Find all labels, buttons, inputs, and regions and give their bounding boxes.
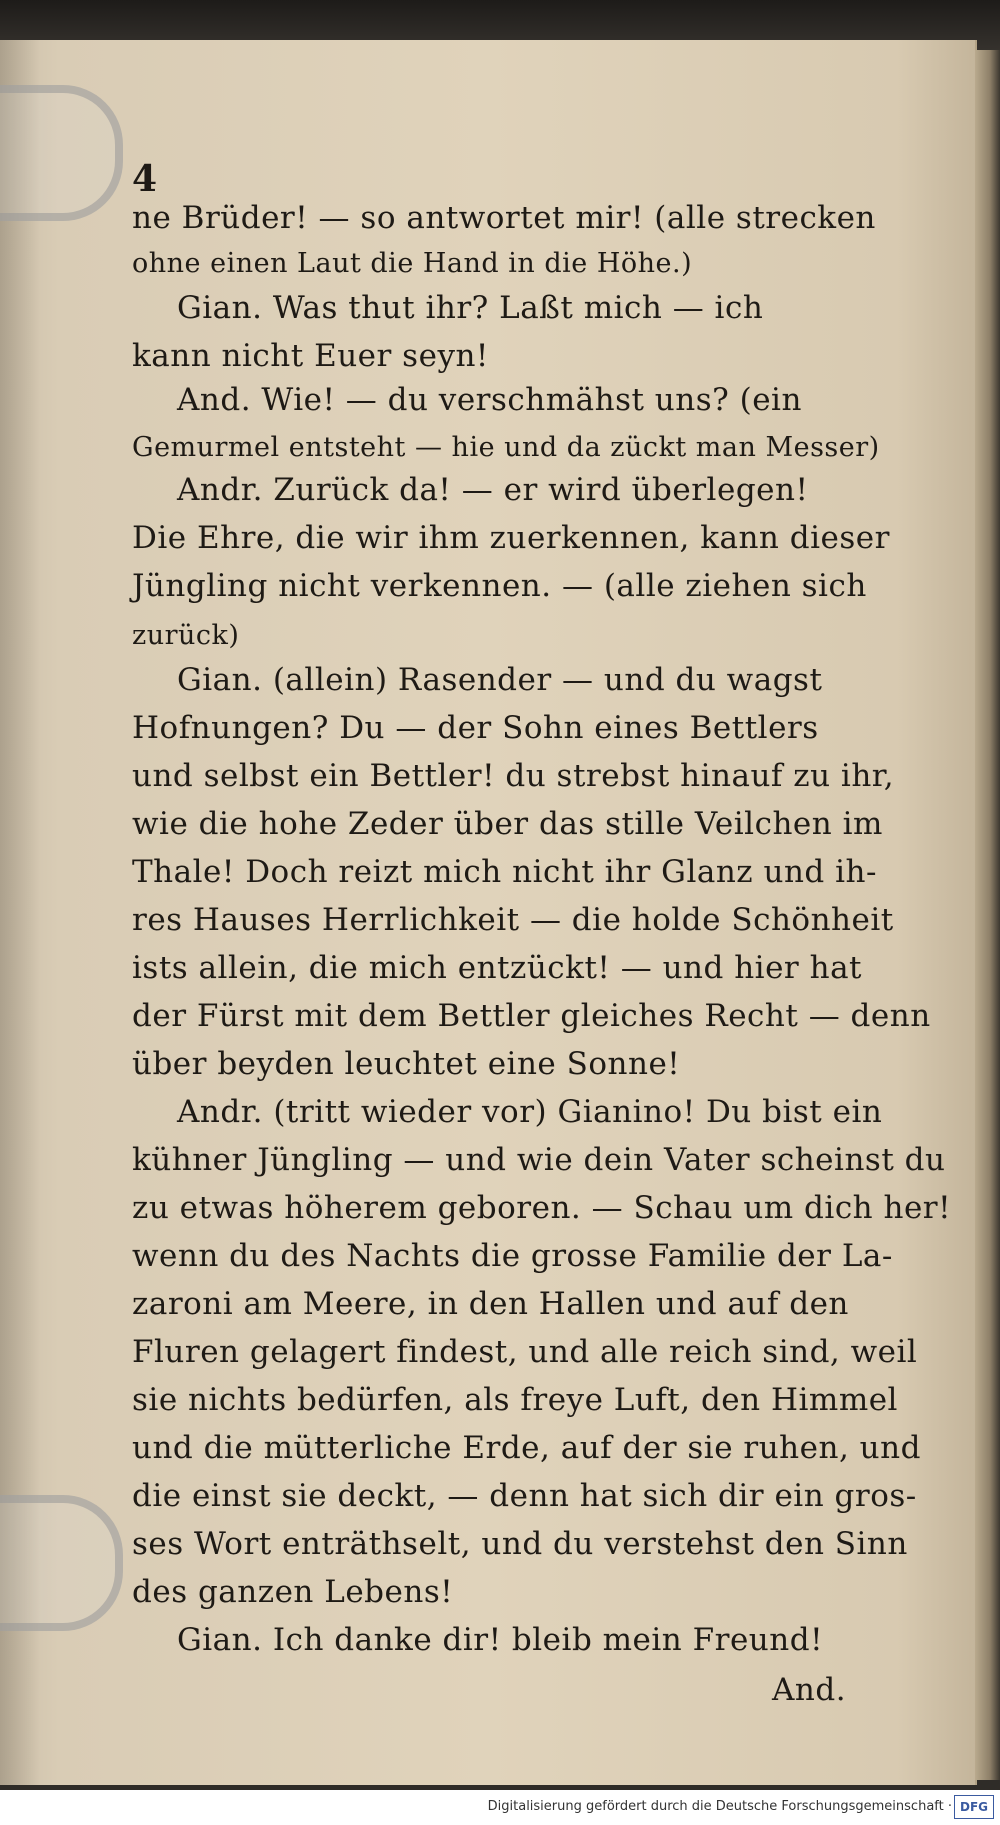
text-line: ses Wort enträthselt, und du verstehst den Sinn [132, 1526, 908, 1562]
text-line: Gemurmel entsteht — hie und da zückt man Messer) [132, 432, 880, 463]
text-line: zurück) [132, 620, 240, 651]
text-line: sie nichts bedürfen, als freye Luft, den Himmel [132, 1382, 898, 1418]
text-line: Die Ehre, die wir ihm zuerkennen, kann dieser [132, 520, 890, 556]
text-line: die einst sie deckt, — denn hat sich dir ein gros- [132, 1478, 917, 1514]
text-line: Gian. Ich danke dir! bleib mein Freund! [177, 1622, 824, 1658]
text-line: Hofnungen? Du — der Sohn eines Bettlers [132, 710, 819, 746]
dfg-logo-icon: DFG [954, 1795, 994, 1819]
page-edge [975, 50, 1000, 1780]
text-line: Thale! Doch reizt mich nicht ihr Glanz und ih- [132, 854, 877, 890]
page-number: 4 [132, 158, 158, 200]
text-line: kühner Jüngling — und wie dein Vater scheinst du [132, 1142, 946, 1178]
text-line: der Fürst mit dem Bettler gleiches Recht — denn [132, 998, 931, 1034]
text-line: ohne einen Laut die Hand in die Höhe.) [132, 248, 693, 279]
footer-bar [0, 1790, 1000, 1825]
text-line: ists allein, die mich entzückt! — und hier hat [132, 950, 863, 986]
text-line: über beyden leuchtet eine Sonne! [132, 1046, 681, 1082]
text-line: Andr. (tritt wieder vor) Gianino! Du bist ein [177, 1094, 883, 1130]
text-line: Andr. Zurück da! — er wird überlegen! [177, 472, 809, 508]
text-line: wenn du des Nachts die grosse Familie der La- [132, 1238, 893, 1274]
catchword: And. [772, 1672, 847, 1708]
page-clip-bottom [0, 1495, 123, 1631]
text-line: und die mütterliche Erde, auf der sie ruhen, und [132, 1430, 921, 1466]
text-line: wie die hohe Zeder über das stille Veilchen im [132, 806, 883, 842]
text-line: zu etwas höherem geboren. — Schau um dich her! [132, 1190, 952, 1226]
text-line: Gian. (allein) Rasender — und du wagst [177, 662, 823, 698]
text-line: Fluren gelagert findest, und alle reich sind, weil [132, 1334, 918, 1370]
text-line: Jüngling nicht verkennen. — (alle ziehen sich [132, 568, 867, 604]
text-line: ne Brüder! — so antwortet mir! (alle strecken [132, 200, 876, 236]
text-line: und selbst ein Bettler! du strebst hinauf zu ihr, [132, 758, 895, 794]
text-line: kann nicht Euer seyn! [132, 338, 489, 374]
text-line: zaroni am Meere, in den Hallen und auf den [132, 1286, 849, 1322]
page-clip-top [0, 85, 123, 221]
footer-credit: Digitalisierung gefördert durch die Deutsche Forschungsgemeinschaft · [487, 1799, 952, 1814]
text-line: Gian. Was thut ihr? Laßt mich — ich [177, 290, 764, 326]
text-line: res Hauses Herrlichkeit — die holde Schönheit [132, 902, 894, 938]
text-line: des ganzen Lebens! [132, 1574, 454, 1610]
text-line: And. Wie! — du verschmähst uns? (ein [177, 382, 802, 418]
